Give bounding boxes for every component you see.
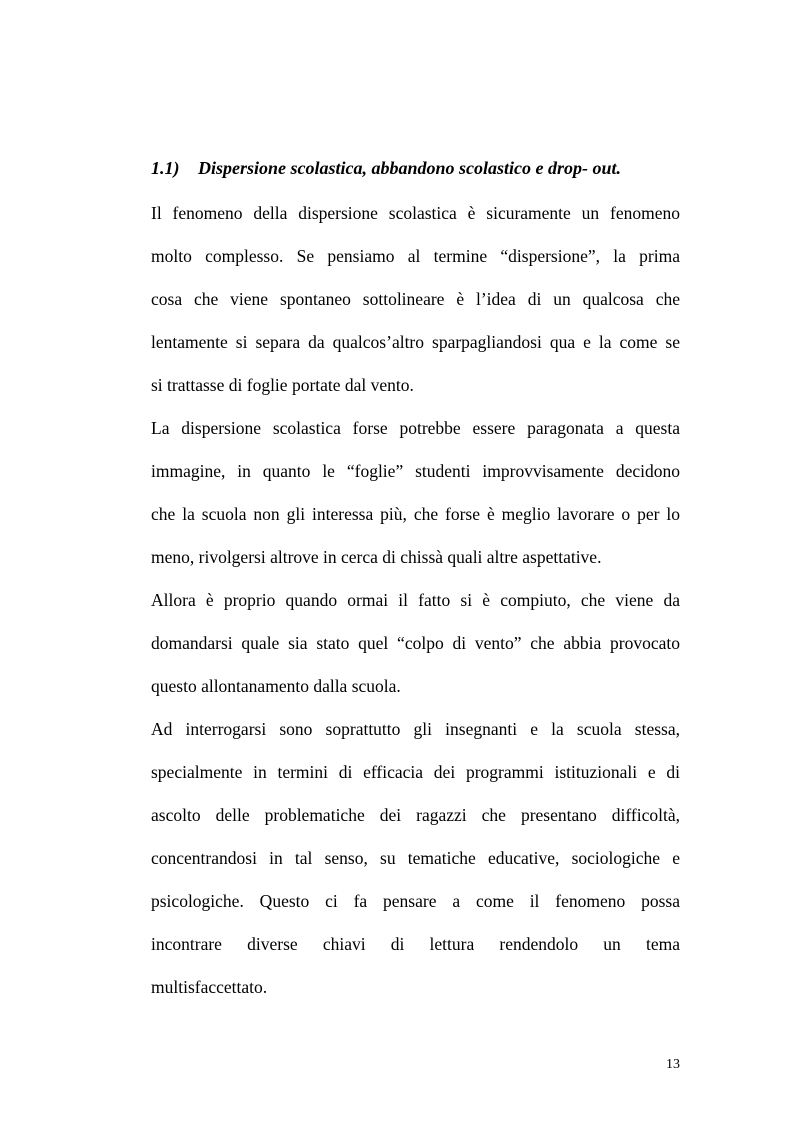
body-line: specialmente in termini di efficacia dei programmi istituzionali e di — [151, 762, 680, 782]
body-line: psicologiche. Questo ci fa pensare a come il fenomeno possa — [151, 891, 680, 911]
section-heading — [151, 156, 711, 180]
body-line: La dispersione scolastica forse potrebbe essere paragonata a questa — [151, 418, 680, 438]
body-line: immagine, in quanto le “foglie” studenti improvvisamente decidono — [151, 461, 680, 481]
body-line: che la scuola non gli interessa più, che forse è meglio lavorare o per lo — [151, 504, 680, 524]
body-line: incontrare diverse chiavi di lettura rendendolo un tema — [151, 934, 680, 954]
section-title: Dispersione scolastica, abbandono scolastico e drop- out. — [198, 158, 622, 178]
body-line: multisfaccettato. — [151, 977, 268, 997]
page-number: 13 — [666, 1057, 680, 1072]
body-line: Allora è proprio quando ormai il fatto si è compiuto, che viene da — [151, 590, 680, 610]
body-line: questo allontanamento dalla scuola. — [151, 676, 401, 696]
body-line: meno, rivolgersi altrove in cerca di chissà quali altre aspettative. — [151, 547, 602, 567]
body-line: lentamente si separa da qualcos’altro sparpagliandosi qua e la come se — [151, 332, 680, 352]
body-line: cosa che viene spontaneo sottolineare è l’idea di un qualcosa che — [151, 289, 680, 309]
body-line: Ad interrogarsi sono soprattutto gli insegnanti e la scuola stessa, — [151, 719, 680, 739]
body-line: si trattasse di foglie portate dal vento. — [151, 375, 414, 395]
body-line: Il fenomeno della dispersione scolastica è sicuramente un fenomeno — [151, 203, 680, 223]
body-line: domandarsi quale sia stato quel “colpo di vento” che abbia provocato — [151, 633, 680, 653]
body-line: ascolto delle problematiche dei ragazzi che presentano difficoltà, — [151, 805, 680, 825]
body-line: molto complesso. Se pensiamo al termine “dispersione”, la prima — [151, 246, 680, 266]
section-number: 1.1) — [151, 158, 180, 178]
body-line: concentrandosi in tal senso, su tematiche educative, sociologiche e — [151, 848, 680, 868]
